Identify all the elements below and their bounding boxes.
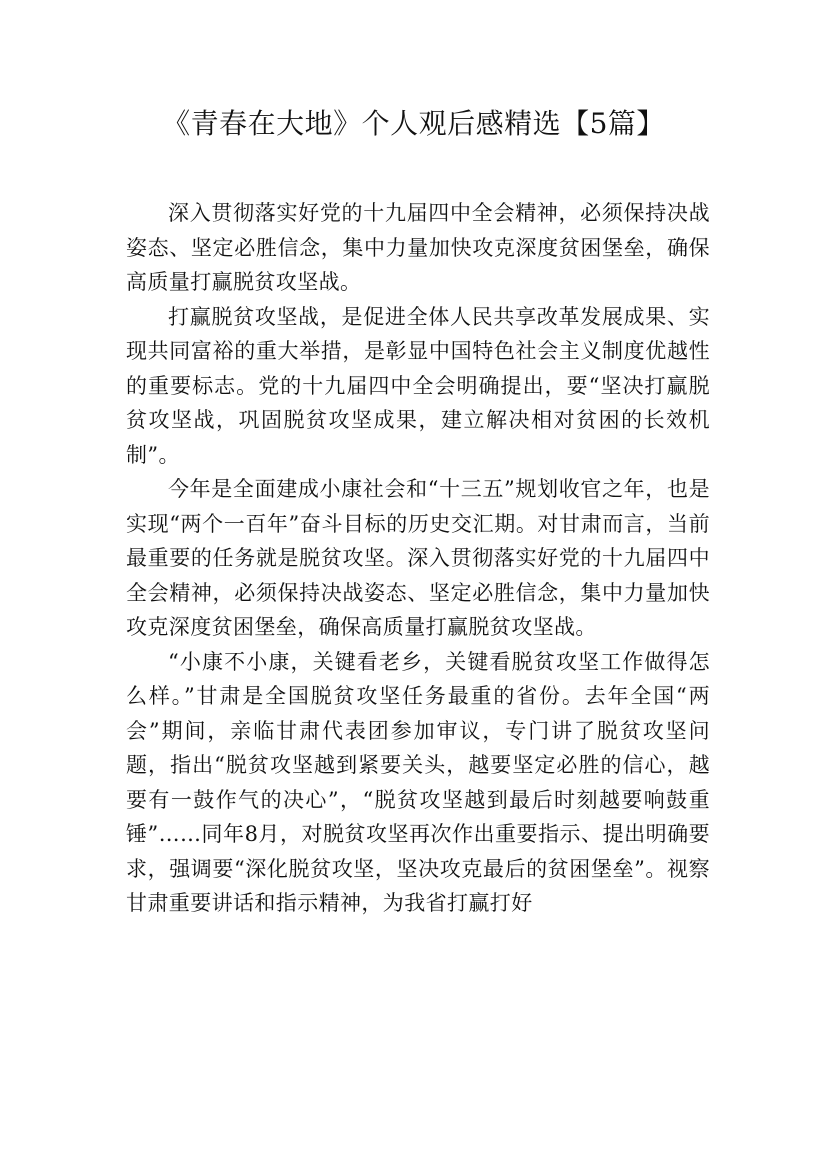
document-title: 《青春在大地》个人观后感精选【5篇】 — [162, 107, 665, 140]
paragraph-4: “小康不小康，关键看老乡，关键看脱贫攻坚工作做得怎么样。”甘肃是全国脱贫攻坚任务最重的省份。去年全国“两会”期间，亲临甘肃代表团参加审议，专门讲了脱贫攻坚问题，指出“脱贫攻坚越到紧要关头，越要坚定必胜的信心，越要有一鼓作气的决心”，“脱贫攻坚越到最后时刻越要响鼓重锤”……同年8月，对脱贫攻坚再次作出重要指示、提出明确要求，强调要“深化脱贫攻坚，坚决攻克最后的贫困堡垒”。视察甘肃重要讲话和指示精神，为我省打赢打好 — [126, 649, 710, 915]
paragraph-2: 打赢脱贫攻坚战，是促进全体人民共享改革发展成果、实现共同富裕的重大举措，是彰显中国特色社会主义制度优越性的重要标志。党的十九届四中全会明确提出，要“坚决打赢脱贫攻坚战，巩固脱贫攻坚成果，建立解决相对贫困的长效机制”。 — [126, 304, 710, 467]
document-body — [126, 196, 710, 921]
paragraph-1: 深入贯彻落实好党的十九届四中全会精神，必须保持决战姿态、坚定必胜信念，集中力量加快攻克深度贫困堡垒，确保高质量打赢脱贫攻坚战。 — [126, 201, 710, 294]
paragraph-3: 今年是全面建成小康社会和“十三五”规划收官之年，也是实现“两个一百年”奋斗目标的历史交汇期。对甘肃而言，当前最重要的任务就是脱贫攻坚。深入贯彻落实好党的十九届四中全会精神，必须保持决战姿态、坚定必胜信念，集中力量加快攻克深度贫困堡垒，确保高质量打赢脱贫攻坚战。 — [126, 477, 710, 639]
